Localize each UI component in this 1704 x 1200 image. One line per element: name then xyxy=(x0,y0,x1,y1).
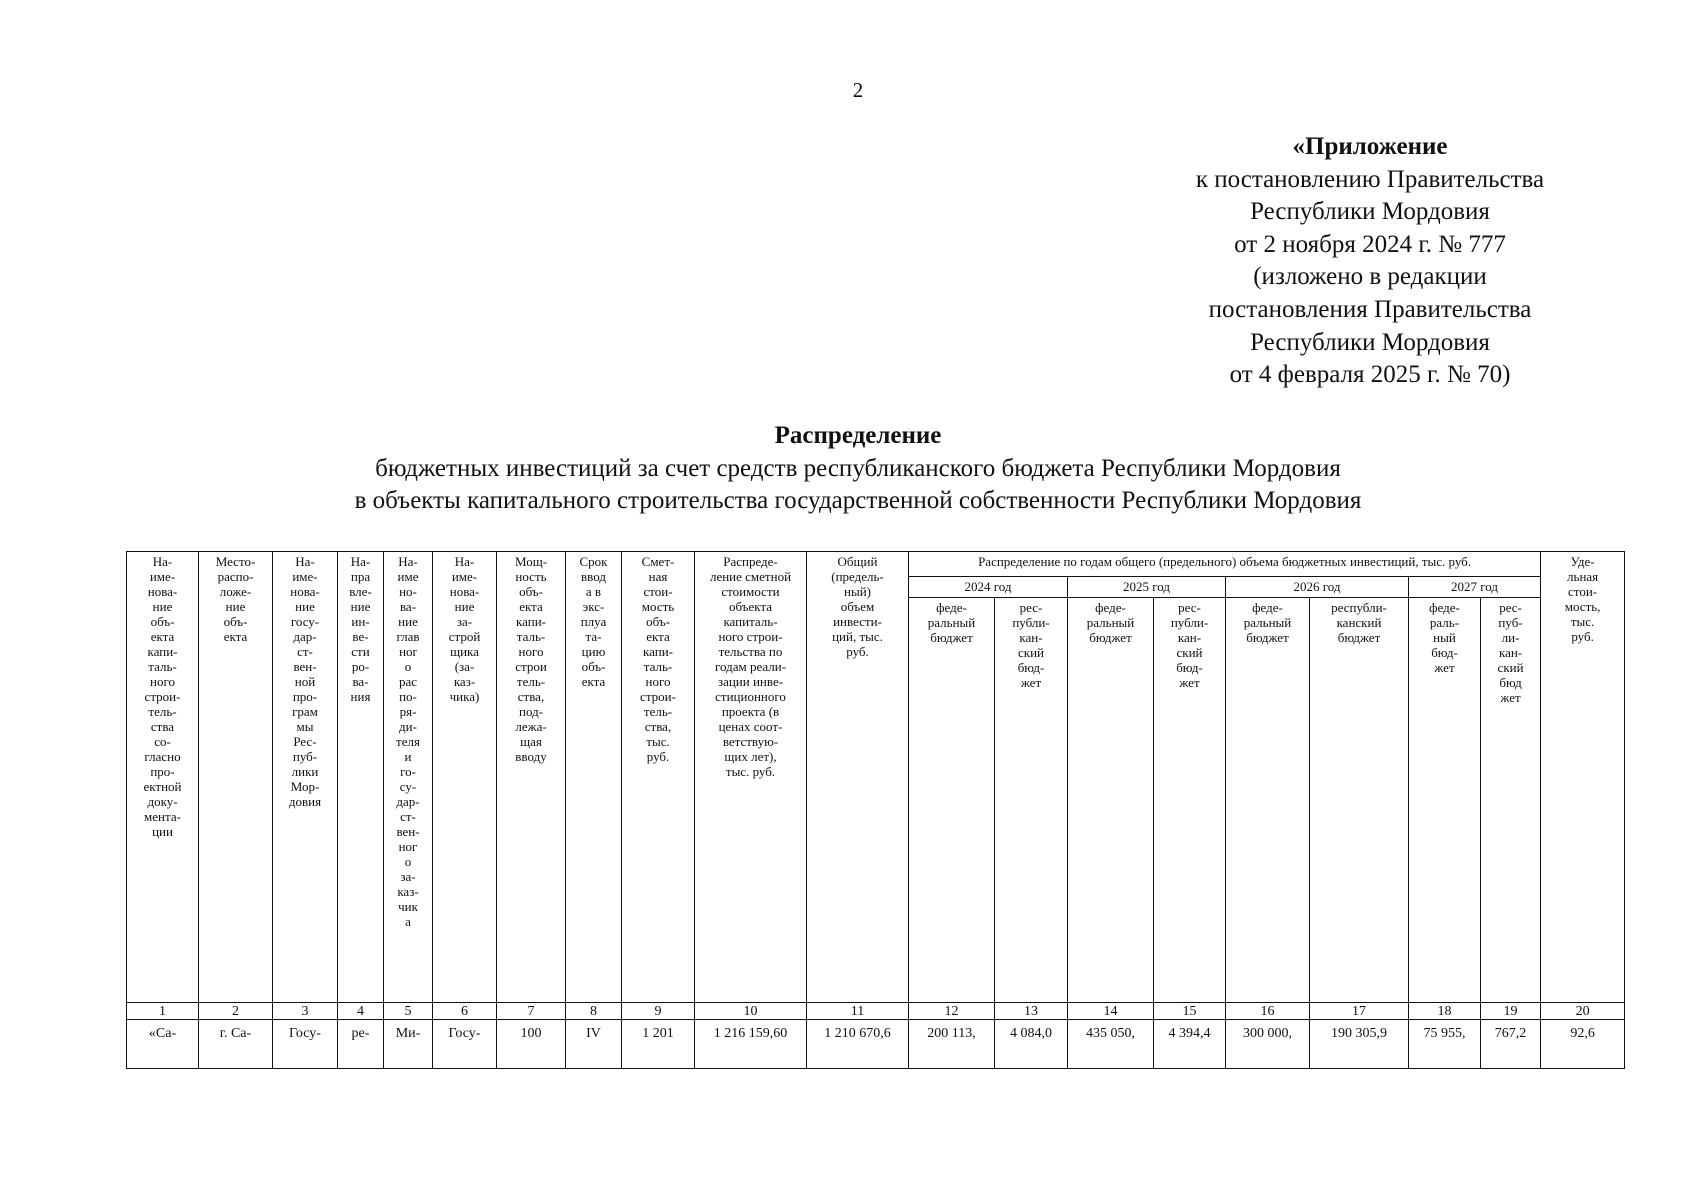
table-header-row xyxy=(127,552,1625,577)
table-cell: 200 113, xyxy=(909,1020,995,1069)
column-number: 1 xyxy=(127,1003,199,1020)
budget-header: рес- публи- кан- ский бюд- жет xyxy=(1154,598,1226,1003)
annex-block xyxy=(1160,131,1580,392)
column-number: 14 xyxy=(1068,1003,1154,1020)
column-header: На- име но- ва- ние глав нor о рас по- ря- ди- теля и го- су- дар- ст- вен- ног о за- каз- чик а xyxy=(384,552,433,1003)
table-cell: 767,2 xyxy=(1481,1020,1541,1069)
column-number: 13 xyxy=(995,1003,1068,1020)
column-header: Уде- льная стои- мость, тыс. руб. xyxy=(1541,552,1625,1003)
column-number: 18 xyxy=(1409,1003,1481,1020)
annex-line: (изложено в редакции xyxy=(1253,263,1487,291)
budget-header: рес- пуб- ли- кан- ский бюд жет xyxy=(1481,598,1541,1003)
table-cell: 190 305,9 xyxy=(1310,1020,1409,1069)
table-cell: 300 000, xyxy=(1226,1020,1310,1069)
column-header: На- име- нова- ние объ- екта капи- таль- ного строи- тель- ства со- гласно про- ектной доку- мента- ции xyxy=(127,552,199,1003)
column-number: 19 xyxy=(1481,1003,1541,1020)
year-header: 2026 год xyxy=(1226,577,1409,598)
column-number: 10 xyxy=(695,1003,807,1020)
table-cell: 4 394,4 xyxy=(1154,1020,1226,1069)
document-title xyxy=(200,420,1516,518)
annex-line: от 4 февраля 2025 г. № 70) xyxy=(1229,361,1511,389)
table-cell: 100 xyxy=(497,1020,566,1069)
annex-line: от 2 ноября 2024 г. № 777 xyxy=(1234,230,1506,258)
column-header: Распреде- ление сметной стоимости объекта капиталь- ного строи- тельства по годам реали- зации инве- стиционного проекта (в ценах соот- ветствую- щих лет), тыс. руб. xyxy=(695,552,807,1003)
budget-header: рес- публи- кан- ский бюд- жет xyxy=(995,598,1068,1003)
year-header: 2027 год xyxy=(1409,577,1541,598)
table-cell: 1 210 670,6 xyxy=(807,1020,909,1069)
budget-header: феде- ральный бюджет xyxy=(909,598,995,1003)
column-number: 7 xyxy=(497,1003,566,1020)
column-header: Мощ- ность объ- екта капи- таль- ного строи тель- ства, под- лежа- щая вводу xyxy=(497,552,566,1003)
table-cell: 1 216 159,60 xyxy=(695,1020,807,1069)
budget-header: республи- канский бюджет xyxy=(1310,598,1409,1003)
table-cell: Госу- xyxy=(273,1020,338,1069)
table-cell: 92,6 xyxy=(1541,1020,1625,1069)
column-number: 12 xyxy=(909,1003,995,1020)
table-cell: «Са- xyxy=(127,1020,199,1069)
table-cell: Ми- xyxy=(384,1020,433,1069)
column-number: 11 xyxy=(807,1003,909,1020)
annex-line: к постановлению Правительства xyxy=(1195,165,1545,193)
table-cell: 4 084,0 xyxy=(995,1020,1068,1069)
document-heading: Распределение xyxy=(774,422,942,449)
annex-line: Республики Мордовия xyxy=(1250,328,1490,356)
table-cell: г. Са- xyxy=(199,1020,273,1069)
budget-header: феде- ральный бюджет xyxy=(1226,598,1310,1003)
column-number: 8 xyxy=(566,1003,622,1020)
distribution-header: Распределение по годам общего (предельного) объема бюджетных инвестиций, тыс. руб. xyxy=(909,552,1541,577)
table-cell: 75 955, xyxy=(1409,1020,1481,1069)
column-number: 17 xyxy=(1310,1003,1409,1020)
column-number: 6 xyxy=(433,1003,497,1020)
year-header: 2024 год xyxy=(909,577,1068,598)
column-number: 4 xyxy=(338,1003,384,1020)
column-header: Срок ввод а в экс- плуа та- цию объ- екта xyxy=(566,552,622,1003)
table-cell: ре- xyxy=(338,1020,384,1069)
column-header: Смет- ная стои- мость объ- екта капи- таль- ного строи- тель- ства, тыс. руб. xyxy=(622,552,695,1003)
year-header: 2025 год xyxy=(1068,577,1226,598)
annex-line: Республики Мордовия xyxy=(1250,198,1490,226)
column-header: Место- распо- ложе- ние объ- екта xyxy=(199,552,273,1003)
column-header: Общий (предель- ный) объем инвести- ций, тыс. руб. xyxy=(807,552,909,1003)
table-cell: 435 050, xyxy=(1068,1020,1154,1069)
column-number-row xyxy=(127,1003,1625,1020)
column-number: 16 xyxy=(1226,1003,1310,1020)
column-number: 15 xyxy=(1154,1003,1226,1020)
annex-line: постановления Правительства xyxy=(1208,295,1532,323)
column-number: 20 xyxy=(1541,1003,1625,1020)
table-cell: IV xyxy=(566,1020,622,1069)
table-cell: Госу- xyxy=(433,1020,497,1069)
annex-title: «Приложение xyxy=(1292,133,1448,160)
page-number: 2 xyxy=(852,78,864,102)
document-subtitle-line: бюджетных инвестиций за счет средств республиканского бюджета Республики Мордовия xyxy=(375,454,1341,482)
budget-header: феде- ральный бюджет xyxy=(1068,598,1154,1003)
investment-table xyxy=(126,551,1625,1069)
column-header: На- име- нова- ние госу- дар- ст- вен- ной про- грам мы Рес- пуб- лики Мор- довия xyxy=(273,552,338,1003)
document-subtitle-line: в объекты капитального строительства государственной собственности Республики Мордовия xyxy=(354,487,1362,515)
column-number: 9 xyxy=(622,1003,695,1020)
budget-header: феде- раль- ный бюд- жет xyxy=(1409,598,1481,1003)
column-header: На- име- нова- ние за- строй щика (за- каз- чика) xyxy=(433,552,497,1003)
column-number: 5 xyxy=(384,1003,433,1020)
column-header: На- пра вле- ние ин- ве- сти ро- ва- ния xyxy=(338,552,384,1003)
column-number: 3 xyxy=(273,1003,338,1020)
table-cell: 1 201 xyxy=(622,1020,695,1069)
column-number: 2 xyxy=(199,1003,273,1020)
table-row xyxy=(127,1020,1625,1069)
